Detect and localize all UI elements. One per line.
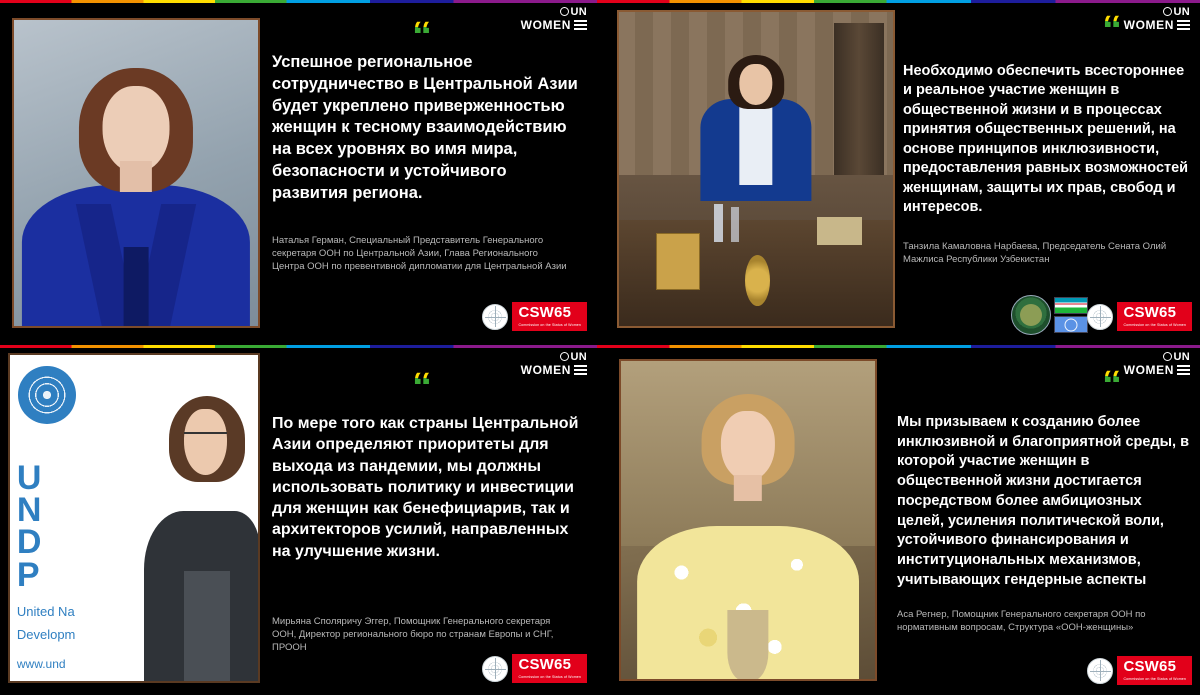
un-women-logo-line2: WOMEN xyxy=(520,17,571,32)
un-women-logo-line1: UN xyxy=(570,6,587,18)
undp-caption-line1: United Na xyxy=(16,603,75,619)
uzbekistan-flag-icon xyxy=(1054,297,1088,314)
attribution-text: Наталья Герман, Специальный Представитель Генерального секретаря ООН по Центральной Азии, Глава Регионального Центра ООН по превентивной дипломатии для Центральной Азии xyxy=(272,235,567,272)
portrait-photo-mirjana-spoljaric-egger xyxy=(8,353,260,683)
quote-mark-icon: “ xyxy=(412,14,431,58)
un-emblem-icon xyxy=(1087,304,1113,330)
un-women-logo xyxy=(1124,351,1190,376)
un-emblem-icon xyxy=(1087,658,1113,684)
csw65-badge xyxy=(1087,656,1192,685)
csw65-subtitle: Commission on the Status of Women xyxy=(518,675,581,680)
un-emblem-icon xyxy=(482,304,508,330)
globe-icon xyxy=(1163,352,1172,361)
un-women-logo-line1: UN xyxy=(570,351,587,363)
rainbow-stripe xyxy=(0,345,597,348)
bars-icon xyxy=(574,365,587,375)
csw65-tag xyxy=(512,654,587,683)
un-women-logo-line1: UN xyxy=(1173,6,1190,18)
un-flag-icon xyxy=(1054,316,1088,333)
csw65-tag xyxy=(1117,302,1192,331)
globe-icon xyxy=(560,7,569,16)
quote-mark-icon: “ xyxy=(1102,8,1121,52)
csw65-badge xyxy=(482,302,587,331)
un-women-logo xyxy=(521,6,587,31)
quote-card-natalia-german[interactable] xyxy=(0,0,597,345)
quote-mark-icon: “ xyxy=(1102,363,1121,407)
quote-card-mirjana-spoljaric-egger[interactable] xyxy=(0,345,597,695)
un-women-logo-line2: WOMEN xyxy=(1123,17,1174,32)
rainbow-stripe xyxy=(0,0,597,3)
quote-text: Мы призываем к созданию более инклюзивной и благоприятной среды, в которой участие женщин в общественной жизни достигается посредством более амбициозных целей, усиления политической воли, устойчивого финансирования и институциональных механизмов, учитывающих гендерные аспекты xyxy=(897,414,1190,588)
bars-icon xyxy=(1177,365,1190,375)
bars-icon xyxy=(1177,20,1190,30)
csw65-label: CSW65 xyxy=(518,304,572,322)
un-women-logo-line1: UN xyxy=(1173,351,1190,363)
rainbow-stripe xyxy=(597,0,1200,3)
globe-icon xyxy=(1163,7,1172,16)
portrait-photo-tanzila-narbaeva xyxy=(617,10,895,328)
attribution-text: Мирьяна Споляричу Эггер, Помощник Генерального секретаря ООН, Директор регионального бюро по странам Европы и СНГ, ПРООН xyxy=(272,616,554,654)
csw65-subtitle: Commission on the Status of Women xyxy=(1123,677,1186,682)
flags-group xyxy=(1054,297,1088,333)
uzbekistan-insignia xyxy=(1011,295,1088,335)
attribution-text: Танзила Камаловна Нарбаева, Председатель Сената Олий Мажлиса Республики Узбекистан xyxy=(903,241,1167,266)
un-women-logo-line2: WOMEN xyxy=(1123,362,1174,377)
undp-caption-line2: Developm xyxy=(16,626,76,642)
csw65-subtitle: Commission on the Status of Women xyxy=(1123,323,1186,328)
portrait-photo-asa-regner xyxy=(619,359,877,681)
quote-card-asa-regner[interactable] xyxy=(597,345,1200,695)
quote-text: По мере того как страны Центральной Азии определяют приоритеты для выхода из пандемии, мы должны использовать политику и инвестиции для женщин как бенефициарив, так и архитекторов усилий, направленных на улучшение жизни. xyxy=(272,415,579,560)
csw65-label: CSW65 xyxy=(1123,658,1177,676)
csw65-badge xyxy=(1087,302,1192,331)
attribution-text: Аса Регнер, Помощник Генерального секретаря ООН по нормативным вопросам, Структура «ООН-женщины» xyxy=(897,609,1146,634)
un-women-logo xyxy=(521,351,587,376)
csw65-tag xyxy=(1117,656,1192,685)
rainbow-stripe xyxy=(597,345,1200,348)
un-emblem-icon xyxy=(482,656,508,682)
un-women-logo xyxy=(1124,6,1190,31)
quote-text: Успешное региональное сотрудничество в Центральной Азии будет укреплено приверженностью женщин к тесному взаимодействию на всех уровнях во имя мира, безопасности и устойчивого развития региона. xyxy=(272,53,578,202)
csw65-label: CSW65 xyxy=(518,656,572,674)
quote-card-tanzila-narbaeva[interactable] xyxy=(597,0,1200,345)
quote-text: Необходимо обеспечить всестороннее и реальное участие женщин в общественной жизни и в процессах принятия общественных решений, на основе принципов инклюзивности, предоставления равных возможностей женщинам, защиты их прав, свобод и интересов. xyxy=(903,63,1189,215)
quote-mark-icon: “ xyxy=(412,365,431,409)
uzbekistan-seal-icon xyxy=(1011,295,1051,335)
undp-acronym: U N D P xyxy=(16,458,43,594)
bars-icon xyxy=(574,20,587,30)
portrait-photo-natalia-german xyxy=(12,18,260,328)
globe-icon xyxy=(560,352,569,361)
csw65-badge xyxy=(482,654,587,683)
undp-url: www.und xyxy=(16,656,66,671)
csw65-label: CSW65 xyxy=(1123,304,1177,322)
csw65-tag xyxy=(512,302,587,331)
csw65-subtitle: Commission on the Status of Women xyxy=(518,323,581,328)
un-women-logo-line2: WOMEN xyxy=(520,362,571,377)
